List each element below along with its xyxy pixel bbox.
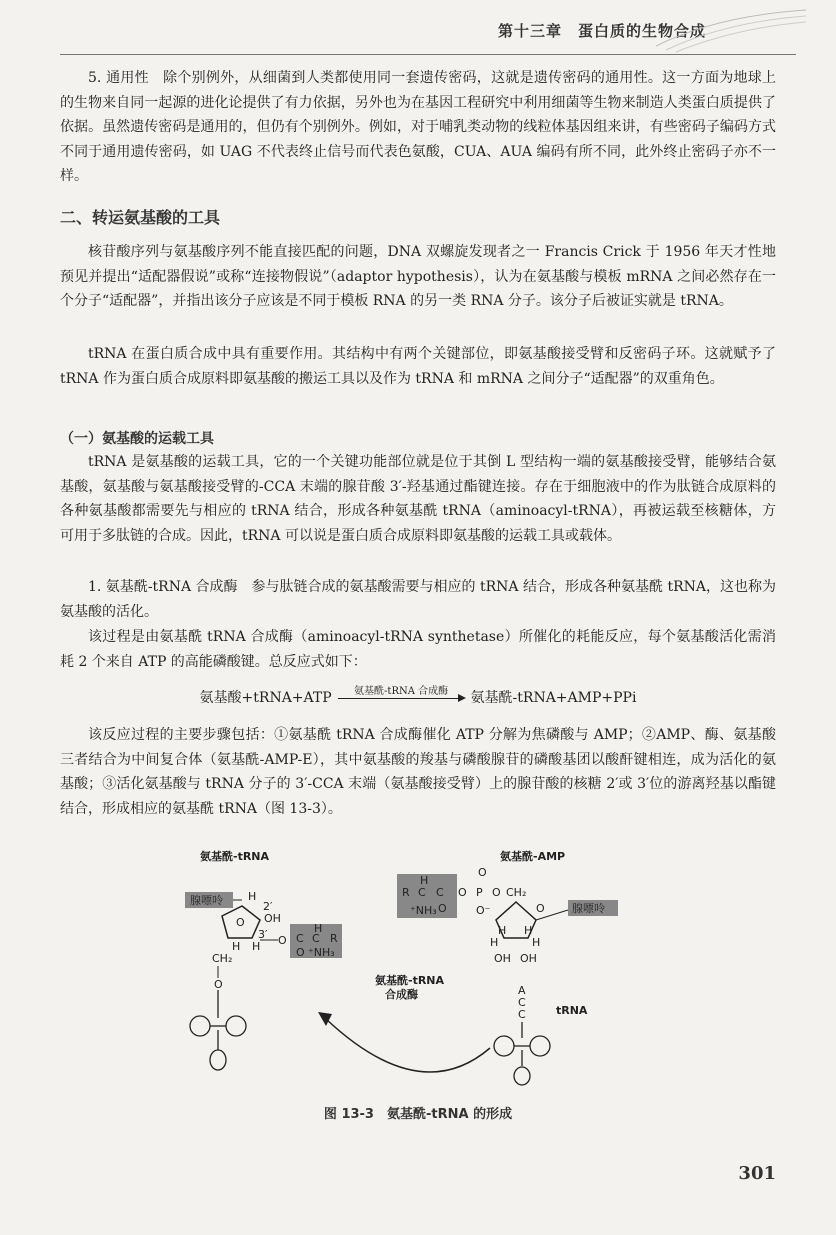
svg-text:C: C xyxy=(436,886,444,899)
paragraph-reaction xyxy=(60,625,776,674)
svg-text:CH₂: CH₂ xyxy=(212,952,233,965)
aminoacyl-trna-diagram xyxy=(160,838,680,1088)
svg-text:O: O xyxy=(458,886,467,899)
paragraph-text: 1. 氨基酰-tRNA 合成酶 参与肽链合成的氨基酸需要与相应的 tRNA 结合，形成各种氨基酰 tRNA，这也称为氨基酸的活化。 xyxy=(60,579,776,620)
svg-text:O: O xyxy=(438,902,447,915)
svg-text:C: C xyxy=(312,932,320,945)
svg-text:R: R xyxy=(402,886,410,899)
svg-text:O: O xyxy=(478,866,487,879)
svg-text:⁺NH₃: ⁺NH₃ xyxy=(308,946,335,959)
paragraph-universality xyxy=(60,66,776,189)
svg-text:C: C xyxy=(296,932,304,945)
svg-text:OH: OH xyxy=(520,952,537,965)
adenine-label-right: 腺嘌呤 xyxy=(572,902,605,915)
equation-left: 氨基酸+tRNA+ATP xyxy=(199,690,332,706)
section-title: 二、转运氨基酸的工具 xyxy=(60,208,221,227)
paragraph-carrier xyxy=(60,450,776,548)
paragraph-text: 5. 通用性 除个别例外，从细菌到人类都使用同一套遗传密码，这就是遗传密码的通用性。这一方面为地球上的生物来自同一起源的进化论提供了有力依据，另外也为在基因工程研究中利用细菌等生物来制造人类蛋白质提供了依据。虽然遗传密码是通用的，但仍有个别例外。例如，对于哺乳类动物的线粒体基因组来讲，有些密码子编码方式不同于通用遗传密码，如 UAG 不代表终止信号而代表色氨酸，CUA、AUA 编码有所不同，此外终止密码子亦不一样。 xyxy=(60,70,776,185)
svg-text:H: H xyxy=(524,924,533,937)
svg-text:O⁻: O⁻ xyxy=(476,904,491,917)
svg-text:H: H xyxy=(314,922,323,935)
paragraph-text: 核苷酸序列与氨基酸序列不能直接匹配的问题，DNA 双螺旋发现者之一 Francis Crick 于 1956 年天才性地预见并提出“适配器假说”或称“连接物假说”（adaptor hypothesis），认为在氨基酸与模板 mRNA 之间必然存在一个分子“适配器”，并指出该分子应该是不同于模板 RNA 的另一类 RNA 分子。该分子后被证实就是 tRNA。 xyxy=(60,244,776,310)
page-header xyxy=(0,0,836,58)
svg-text:H: H xyxy=(490,936,499,949)
header-rule xyxy=(60,54,796,55)
svg-text:H: H xyxy=(252,940,261,953)
paragraph-synthetase xyxy=(60,575,776,624)
svg-text:3′: 3′ xyxy=(258,928,268,941)
svg-text:O: O xyxy=(296,946,305,959)
reaction-arrow xyxy=(336,688,466,708)
paragraph-text: tRNA 是氨基酸的运载工具，它的一个关键功能部位就是位于其倒 L 型结构一端的氨基酸接受臂，能够结合氨基酸，氨基酸与氨基酸接受臂的-CCA 末端的腺苷酸 3′-羟基通过酯键连接。存在于细胞液中的作为肽链合成原料的各种氨基酸都需要先与相应的 tRNA 结合，形成各种氨基酰 tRNA（aminoacyl-tRNA），再被运载至核糖体，方可用于多肽链的合成。因此，tRNA 可以说是蛋白质合成原料即氨基酸的运载工具或载体。 xyxy=(60,454,776,544)
svg-text:H: H xyxy=(532,936,541,949)
svg-text:H: H xyxy=(498,924,507,937)
trna-cloverleaf-left xyxy=(190,990,246,1070)
svg-text:H: H xyxy=(420,874,429,887)
svg-text:2′: 2′ xyxy=(263,900,273,913)
header-decoration xyxy=(656,6,806,54)
svg-text:A: A xyxy=(518,984,526,997)
paragraph-text: tRNA 在蛋白质合成中具有重要作用。其结构中有两个关键部位，即氨基酸接受臂和反密码子环。这就赋予了 tRNA 作为蛋白质合成原料即氨基酸的搬运工具以及作为 tRNA 和 mRNA 之间分子“适配器”的双重角色。 xyxy=(60,346,776,387)
svg-text:C: C xyxy=(418,886,426,899)
trna-cloverleaf-right xyxy=(494,1022,550,1085)
reaction-arrow-curve xyxy=(325,1018,490,1072)
svg-text:H: H xyxy=(248,890,257,903)
svg-text:⁺NH₃: ⁺NH₃ xyxy=(410,904,437,917)
paragraph-text: 该过程是由氨基酰 tRNA 合成酶（aminoacyl-tRNA synthetase）所催化的耗能反应，每个氨基酸活化需消耗 2 个来自 ATP 的高能磷酸键。总反应式如下： xyxy=(60,629,776,670)
chapter-title: 第十三章 蛋白质的生物合成 xyxy=(497,22,706,40)
paragraph-steps xyxy=(60,723,776,821)
svg-text:C: C xyxy=(518,996,526,1009)
svg-text:O: O xyxy=(214,978,223,991)
page-number: 301 xyxy=(738,1163,776,1184)
enzyme-label-2: 合成酶 xyxy=(385,988,418,1001)
svg-text:O: O xyxy=(236,916,245,929)
svg-text:O: O xyxy=(492,886,501,899)
svg-text:OH: OH xyxy=(264,912,281,925)
label-aminoacyl-trna: 氨基酰-tRNA xyxy=(200,850,270,863)
paragraph-text: 该反应过程的主要步骤包括：①氨基酰 tRNA 合成酶催化 ATP 分解为焦磷酸与 AMP；②AMP、酶、氨基酸三者结合为中间复合体（氨基酰-AMP-E），其中氨基酸的羧基与磷酸腺苷的磷酸基团以酸酐键相连，成为活化的氨基酸；③活化氨基酸与 tRNA 分子的 3′-CCA 末端（氨基酸接受臂）上的腺苷酸的核糖 2′或 3′位的游离羟基以酯键结合，形成相应的氨基酰 tRNA（图 13-3）。 xyxy=(60,727,776,817)
subsection-heading xyxy=(60,428,776,448)
equation-right: 氨基酰-tRNA+AMP+PPi xyxy=(470,690,637,706)
section-heading-2 xyxy=(60,205,776,228)
svg-text:H: H xyxy=(232,940,241,953)
paragraph-trna-role xyxy=(60,342,776,391)
figure-13-3 xyxy=(160,838,680,1088)
svg-text:OH: OH xyxy=(494,952,511,965)
enzyme-label-1: 氨基酰-tRNA xyxy=(375,974,445,987)
svg-text:R: R xyxy=(330,932,338,945)
label-aminoacyl-amp: 氨基酰-AMP xyxy=(500,850,566,863)
svg-text:P: P xyxy=(476,886,483,899)
adenine-label-left: 腺嘌呤 xyxy=(190,894,223,907)
svg-text:CH₂: CH₂ xyxy=(506,886,527,899)
reaction-equation xyxy=(60,686,776,710)
svg-text:C: C xyxy=(518,1008,526,1021)
svg-text:O: O xyxy=(278,934,287,947)
paragraph-adaptor xyxy=(60,240,776,314)
enzyme-label: 氨基酰-tRNA 合成酶 xyxy=(354,686,449,697)
subsection-title: （一）氨基酸的运载工具 xyxy=(60,431,214,447)
trna-label: tRNA xyxy=(556,1004,588,1017)
svg-text:O: O xyxy=(536,902,545,915)
figure-caption: 图 13-3 氨基酰-tRNA 的形成 xyxy=(323,1107,513,1122)
